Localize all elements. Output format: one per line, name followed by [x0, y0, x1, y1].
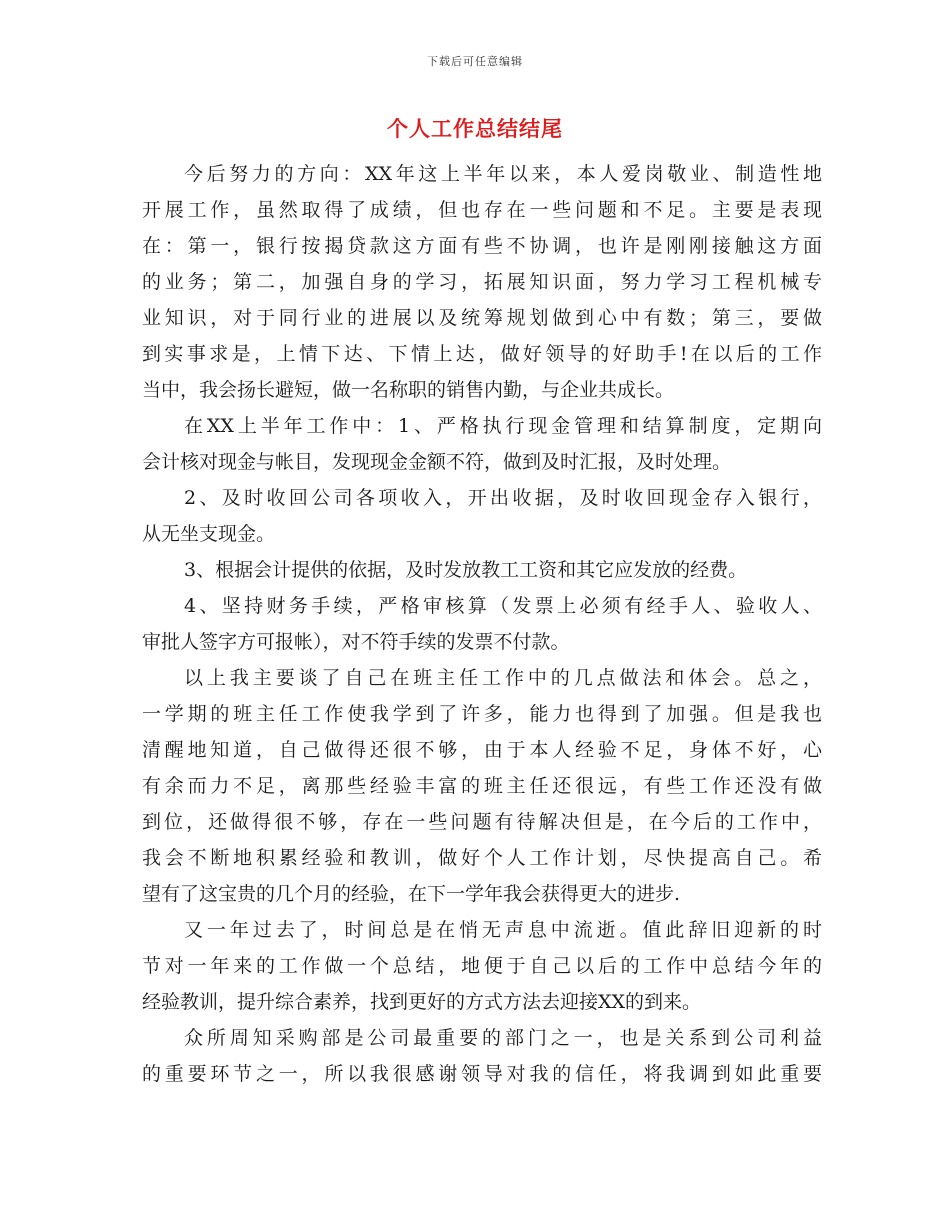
text-line: 2、及时收回公司各项收入，开出收据，及时收回现金存入银行，	[184, 487, 822, 509]
text-line: 开展工作，虽然取得了成绩，但也存在一些问题和不足。主要是表现	[142, 199, 822, 221]
text-line: 业知识，对于同行业的进展以及统筹规划做到心中有数；第三，要做	[142, 307, 822, 329]
text-line: 在XX上半年工作中：1、严格执行现金管理和结算制度，定期向	[184, 415, 822, 437]
text-line: 审批人签字方可报帐），对不符手续的发票不付款。	[142, 631, 570, 653]
text-line: 的重要环节之一，所以我很感谢领导对我的信任，将我调到如此重要	[142, 1063, 822, 1085]
text-line: 当中，我会扬长避短，做一名称职的销售内勤，与企业共成长。	[142, 379, 675, 401]
text-line: 一学期的班主任工作使我学到了许多，能力也得到了加强。但是我也	[142, 703, 822, 725]
text-line: 今后努力的方向：XX年这上半年以来，本人爱岗敬业、制造性地	[184, 163, 822, 185]
text-line: 从无坐支现金。	[142, 523, 276, 545]
document-body	[142, 160, 822, 1096]
text-line: 到位，还做得很不够，存在一些问题有待解决但是，在今后的工作中，	[142, 811, 822, 833]
text-line: 经验教训，提升综合素养，找到更好的方式方法去迎接XX的到来。	[142, 991, 702, 1013]
text-line: 4、坚持财务手续，严格审核算（发票上必须有经手人、验收人、	[184, 595, 822, 617]
text-line: 的业务；第二，加强自身的学习，拓展知识面，努力学习工程机械专	[142, 271, 822, 293]
text-line: 以上我主要谈了自己在班主任工作中的几点做法和体会。总之，	[184, 667, 822, 689]
header-note: 下载后可任意编辑	[427, 55, 523, 68]
text-line: 我会不断地积累经验和教训，做好个人工作计划，尽快提高自己。希	[142, 847, 822, 869]
text-line: 3、根据会计提供的依据，及时发放教工工资和其它应发放的经费。	[184, 559, 748, 581]
text-line: 清醒地知道，自己做得还很不够，由于本人经验不足，身体不好，心	[142, 739, 822, 761]
text-line: 在：第一，银行按揭贷款这方面有些不协调，也许是刚刚接触这方面	[142, 235, 822, 257]
text-line: 到实事求是，上情下达、下情上达，做好领导的好助手!在以后的工作	[142, 343, 822, 365]
text-line: 又一年过去了，时间总是在悄无声息中流逝。值此辞旧迎新的时	[184, 919, 822, 941]
document-title: 个人工作总结结尾	[387, 116, 563, 141]
text-line: 望有了这宝贵的几个月的经验，在下一学年我会获得更大的进步.	[142, 883, 681, 905]
text-line: 众所周知采购部是公司最重要的部门之一，也是关系到公司利益	[184, 1027, 822, 1049]
text-line: 会计核对现金与帐目，发现现金金额不符，做到及时汇报，及时处理。	[142, 451, 732, 473]
text-line: 有余而力不足，离那些经验丰富的班主任还很远，有些工作还没有做	[142, 775, 822, 797]
text-line: 节对一年来的工作做一个总结，地便于自己以后的工作中总结今年的	[142, 955, 822, 977]
